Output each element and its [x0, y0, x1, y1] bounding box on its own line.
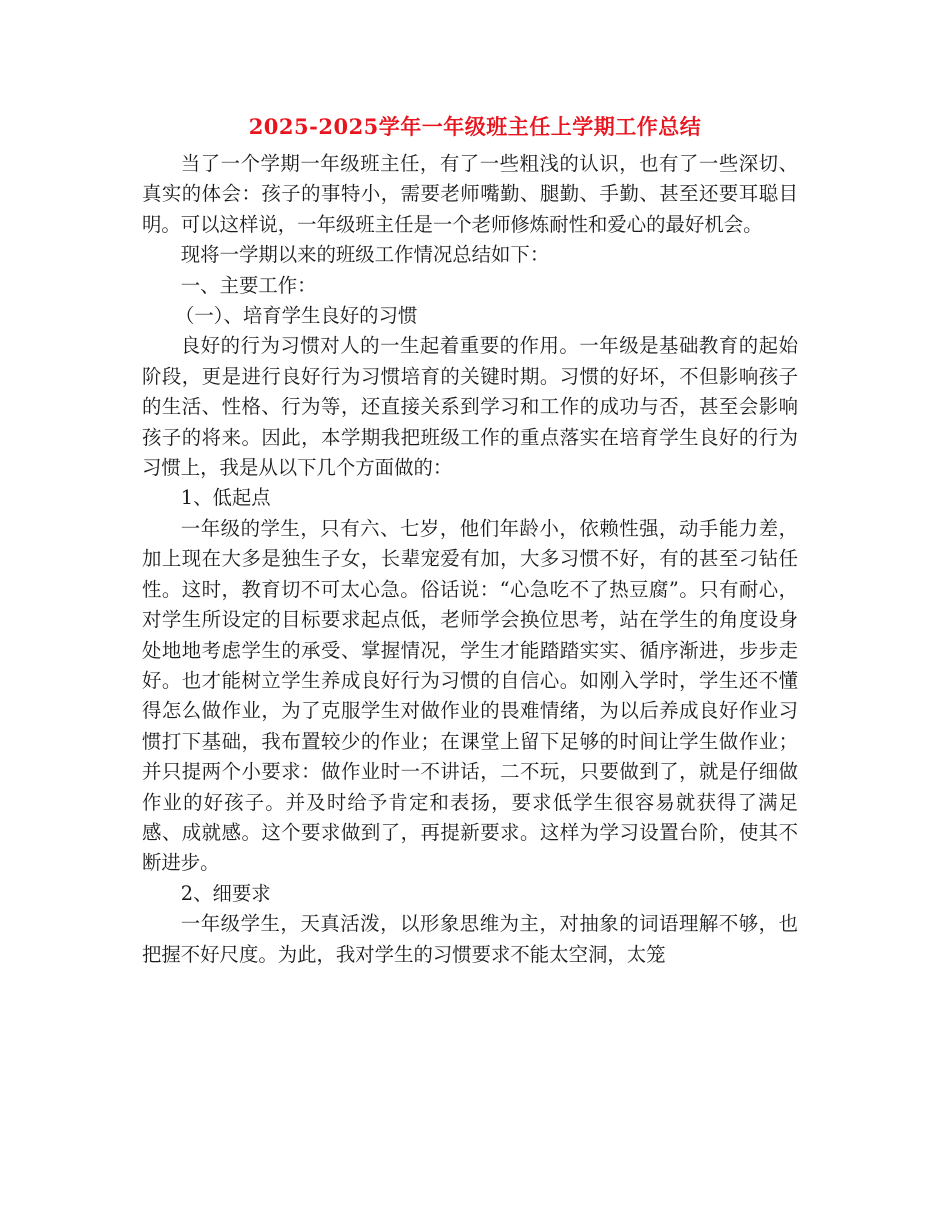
document-title: 2025-2025学年一年级班主任上学期工作总结	[248, 114, 702, 139]
document-body	[142, 149, 798, 970]
subsection-heading-habits: （一）、培育学生良好的习惯	[174, 304, 418, 328]
paragraph-intro: 当了一个学期一年级班主任，有了一些粗浅的认识，也有了一些深切、真实的体会：孩子的事特小，需要老师嘴勤、腿勤、手勤、甚至还要耳聪目明。可以这样说，一年级班主任是一个老师修炼耐性和爱心的最好机会。	[142, 152, 798, 236]
paragraph-low-start: 一年级的学生，只有六、七岁，他们年龄小，依赖性强，动手能力差，加上现在大多是独生子女，长辈宠爱有加，大多习惯不好，有的甚至刁钻任性。这时，教育切不可太心急。俗话说：“心急吃不了热豆腐”。只有耐心，对学生所设定的目标要求起点低，老师学会换位思考，站在学生的角度设身处地地考虑学生的承受、掌握情况，学生才能踏踏实实、循序渐进，步步走好。也才能树立学生养成良好行为习惯的自信心。如刚入学时，学生还不懂得怎么做作业，为了克服学生对做作业的畏难情绪，为以后养成良好作业习惯打下基础，我布置较少的作业；在课堂上留下足够的时间让学生做作业；并只提两个小要求：做作业时一不讲话，二不玩，只要做到了，就是仔细做作业的好孩子。并及时给予肯定和表扬，要求低学生很容易就获得了满足感、成就感。这个要求做到了，再提新要求。这样为学习设置台阶，使其不断进步。	[142, 516, 798, 875]
section-heading-main-work: 一、主要工作：	[180, 273, 317, 297]
item-heading-low-start: 1、低起点	[180, 486, 271, 510]
paragraph-detailed-requirements: 一年级学生，天真活泼，以形象思维为主，对抽象的词语理解不够，也把握不好尺度。为此，我对学生的习惯要求不能太空洞，太笼	[142, 912, 798, 966]
paragraph-habits: 良好的行为习惯对人的一生起着重要的作用。一年级是基础教育的起始阶段，更是进行良好行为习惯培育的关键时期。习惯的好坏，不但影响孩子的生活、性格、行为等，还直接关系到学习和工作的成功与否，甚至会影响孩子的将来。因此，本学期我把班级工作的重点落实在培育学生良好的行为习惯上，我是从以下几个方面做的：	[142, 334, 798, 480]
paragraph-summary-lead: 现将一学期以来的班级工作情况总结如下：	[180, 243, 550, 267]
item-heading-detailed-requirements: 2、细要求	[180, 881, 271, 905]
